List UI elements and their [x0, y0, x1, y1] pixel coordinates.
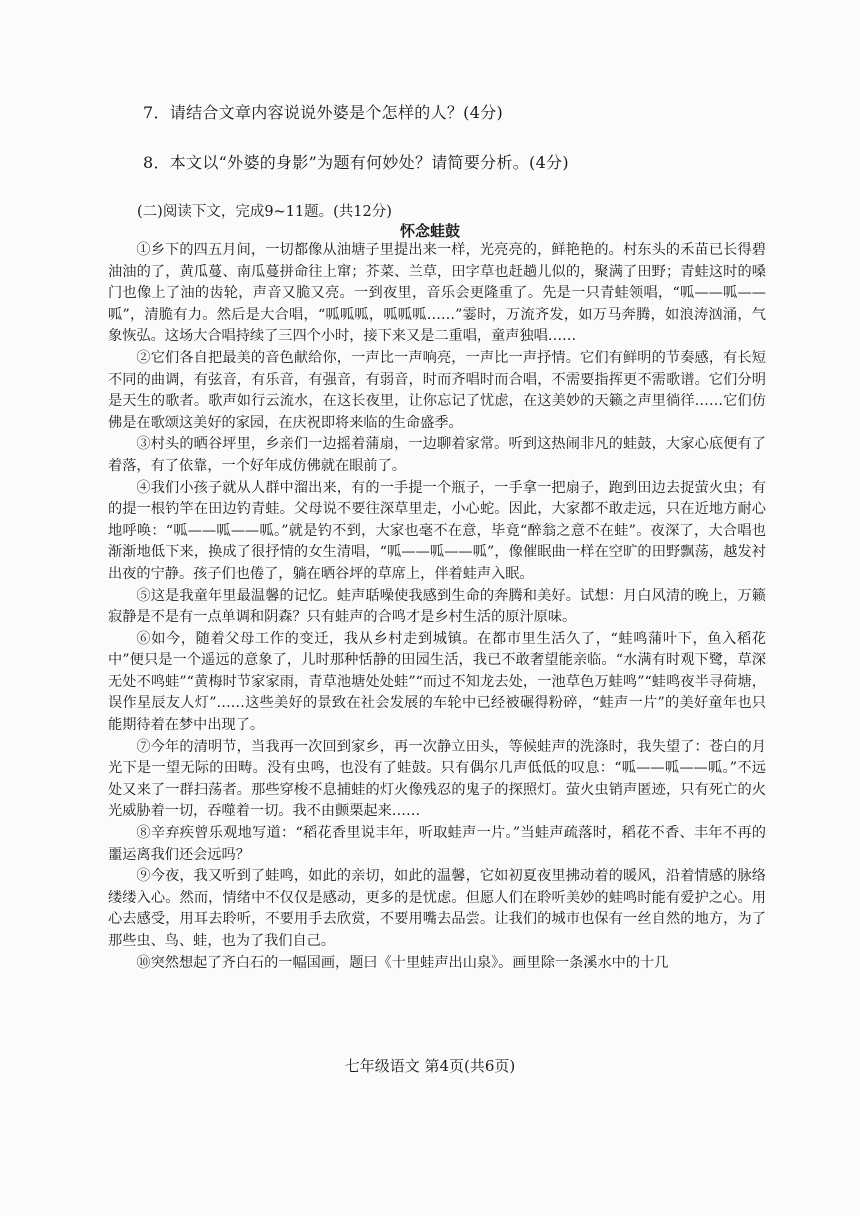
page-footer: 七年级语文 第4页(共6页) [344, 1057, 516, 1075]
section-heading: (二)阅读下文，完成9~11题。(共12分) [137, 204, 392, 220]
watermark-stamp [402, 1018, 456, 1098]
question-7: 7．请结合文章内容说说外婆是个怎样的人？(4分) [143, 103, 504, 122]
paragraph-9: ⑨今夜，我又听到了蛙鸣，如此的亲切，如此的温馨，它如初夏夜里拂动着的暖风，沿着情感的脉络缕缕入心。然而，情绪中不仅仅是感动，更多的是忧虑。但愿人们在聆听美妙的蛙鸣时能有爱护之心。用心去感受，用耳去聆听，不要用手去欣赏，不要用嘴去品尝。让我们的城市也保有一丝自然的地方，为了那些虫、鸟、蛙，也为了我们自己。 [108, 868, 766, 949]
paragraph-2: ②它们各自把最美的音色献给你，一声比一声响亮，一声比一声抒情。它们有鲜明的节奏感，有长短不同的曲调，有弦音，有乐音，有强音，有弱音，时而齐唱时而合唱，不需要指挥更不需歌谱。它们分明是天生的歌者。歌声如行云流水，在这长夜里，让你忘记了忧虑，在这美妙的天籁之声里徜徉……它们仿佛是在歌颂这美好的家园，在庆祝即将来临的生命盛季。 [108, 349, 766, 431]
paragraph-10: ⑩突然想起了齐白石的一幅国画，题曰《十里蛙声出山泉》。画里除一条溪水中的十几 [136, 954, 669, 971]
paragraph-8: ⑧辛弃疾曾乐观地写道：“稻花香里说丰年，听取蛙声一片。”当蛙声疏落时，稻花不香、丰年不再的噩运离我们还会远吗？ [108, 825, 766, 863]
paragraph-6: ⑥如今，随着父母工作的变迁，我从乡村走到城镇。在都市里生活久了，“蛙鸣蒲叶下，鱼入稻花中”便只是一个遥远的意象了，儿时那种恬静的田园生活，我已不敢奢望能亲临。“水满有时观下鹭，草深无处不鸣蛙”“黄梅时节家家雨，青草池塘处处蛙”“而过不知龙去处，一池草色万蛙鸣”“蛙鸣夜半寻荷塘，误作星辰友人灯”……这些美好的景致在社会发展的车轮中已经被碾得粉碎，“蛙声一片”的美好童年也只能期待着在梦中出现了。 [108, 630, 766, 734]
question-8: 8．本文以“外婆的身影”为题有何妙处？请简要分析。(4分) [143, 153, 569, 172]
article-title: 怀念蛙鼓 [399, 222, 460, 240]
paragraph-4: ④我们小孩子就从人群中溜出来，有的一手提一个瓶子，一手拿一把扇子，跑到田边去捉萤火虫；有的提一根钓竿在田边钓青蛙。父母说不要往深草里走，小心蛇。因此，大家都不敢走远，只在近地方耐心地呼唤：“呱——呱——呱。”就是钓不到，大家也毫不在意，毕竟“醉翁之意不在蛙”。夜深了，大合唱也渐渐地低下来，换成了很抒情的女生清唱，“呱——呱——呱”，像催眠曲一样在空旷的田野飘荡，越发衬出夜的宁静。孩子们也倦了，躺在晒谷坪的草席上，伴着蛙声入眠。 [108, 479, 766, 582]
paragraph-3: ③村头的晒谷坪里，乡亲们一边摇着蒲扇，一边聊着家常。听到这热闹非凡的蛙鼓，大家心底便有了着落，有了依靠，一个好年成仿佛就在眼前了。 [108, 436, 766, 474]
paragraph-5: ⑤这是我童年里最温馨的记忆。蛙声聒噪使我感到生命的奔腾和美好。试想：月白风清的晚上，万籁寂静是不是有一点单调和阴森？只有蛙声的合鸣才是乡村生活的原汁原味。 [108, 587, 766, 626]
paragraph-7: ⑦今年的清明节，当我再一次回到家乡，再一次静立田头，等候蛙声的洗涤时，我失望了：苍白的月光下是一望无际的田畴。没有虫鸣，也没有了蛙鼓。只有偶尔几声低低的叹息：“呱——呱——呱。”不远处又来了一群扫荡者。那些穿梭不息捕蛙的灯火像残忍的鬼子的探照灯。萤火虫销声匿迹，只有死亡的火光威胁着一切，吞噬着一切。我不由颤栗起来…… [108, 738, 766, 820]
article-body [108, 240, 766, 974]
paragraph-1: ①乡下的四五月间，一切都像从油塘子里提出来一样，光亮亮的，鲜艳艳的。村东头的禾苗已长得碧油油的了，黄瓜蔓、南瓜蔓拼命往上窜；芥菜、兰草，田字草也赶趟儿似的，聚满了田野；青蛙这时的嗓门也像上了油的齿轮，声音又脆又亮。一到夜里，音乐会更隆重了。先是一只青蛙领唱，“呱——呱——呱”，清脆有力。然后是大合唱，“呱呱呱，呱呱呱……”霎时，万流齐发，如万马奔腾，如浪涛汹涌，气象恢弘。这场大合唱持续了三四个小时，接下来又是二重唱，童声独唱…… [108, 242, 766, 345]
